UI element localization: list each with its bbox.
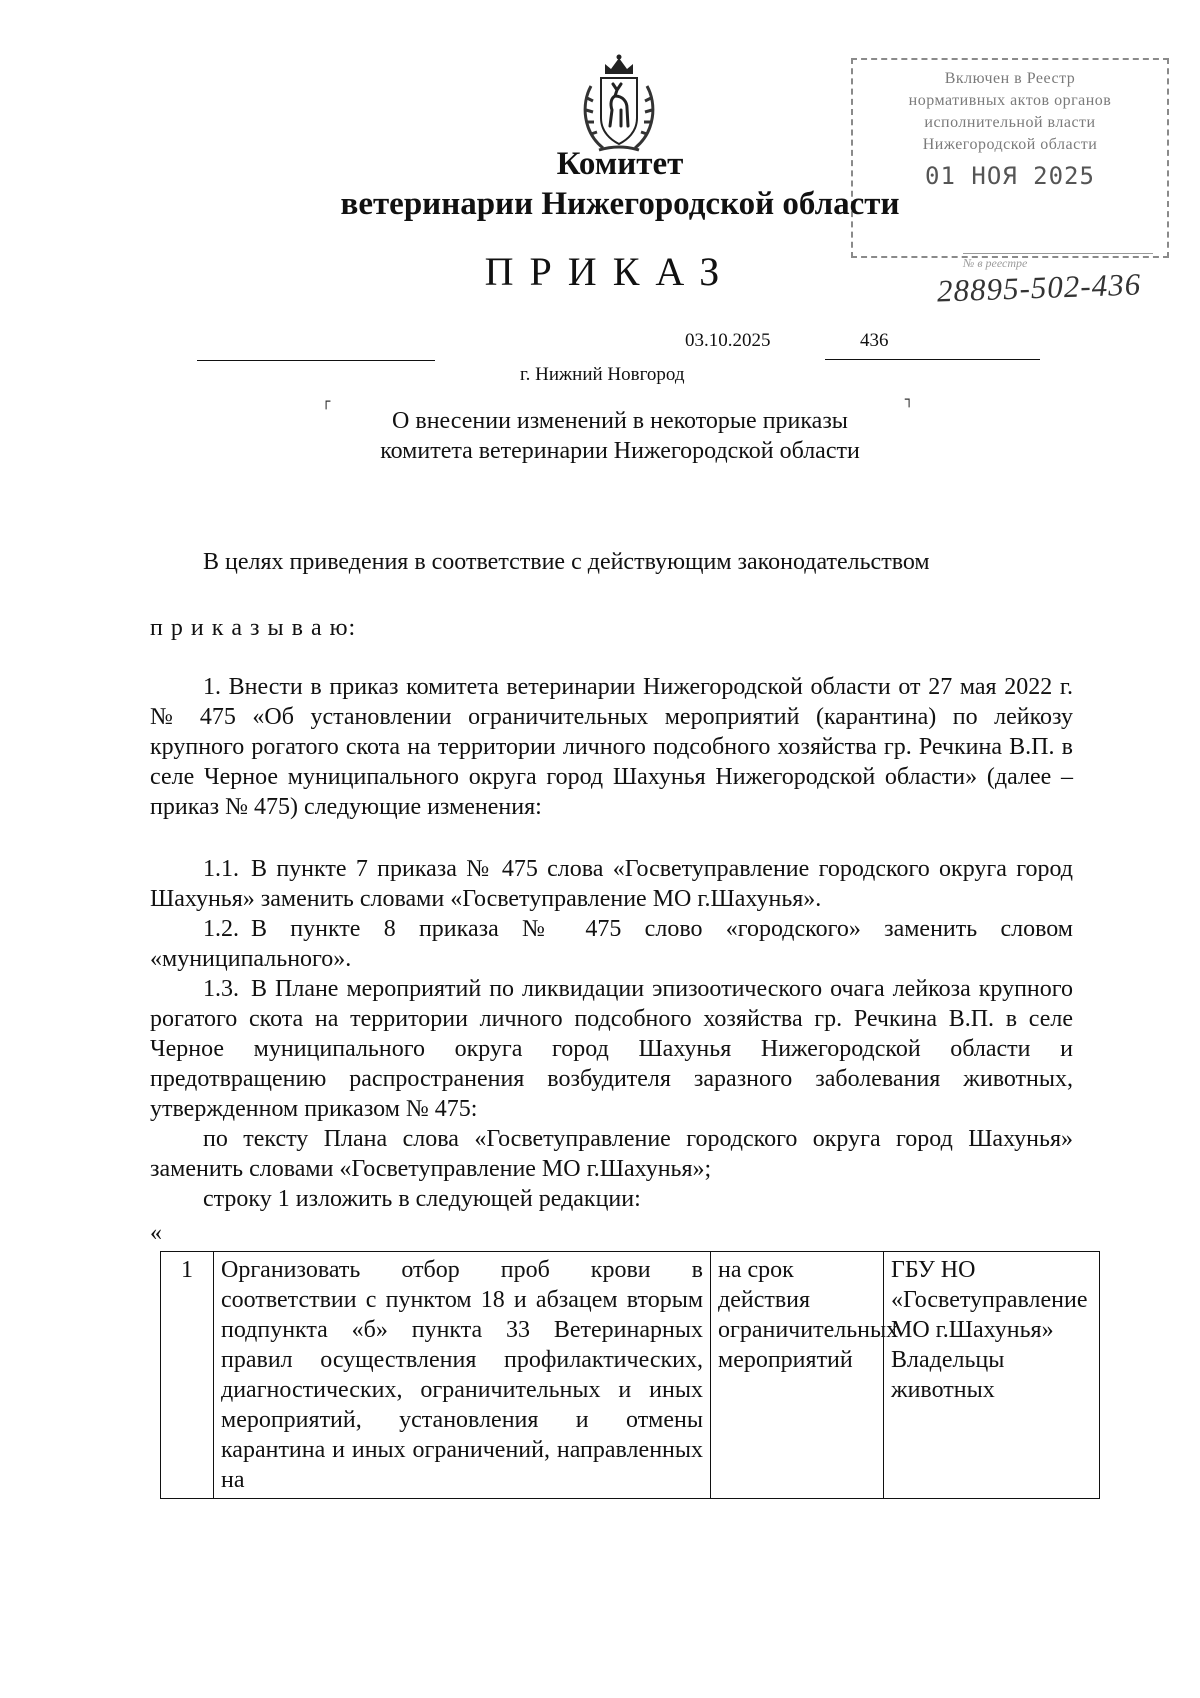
stamp-line: нормативных актов органов [908,92,1112,109]
stamp-registry-number: 28895-502-436 [936,266,1142,309]
paragraph-row-change: строку 1 изложить в следующей редакции: [203,1186,641,1212]
stamp-line: Нижегородской области [922,136,1098,153]
city-name: г. Нижний Новгород [520,364,685,385]
table-cell-term: на срок действия ограничительных мероприятий [711,1252,884,1499]
number-underline [825,359,1040,360]
order-number: 436 [860,330,889,351]
coat-of-arms-emblem [577,52,661,156]
subject-corner-right: ┐ [905,392,914,408]
subject-line: О внесении изменений в некоторые приказы [392,408,848,434]
paragraph-item-1-1: 1.1. В пункте 7 приказа № 475 слова «Госветуправление городского округа город Шахунья» заменить словами «Госветуправление МО г.Шахунья». [150,856,1073,912]
table-cell-number: 1 [161,1252,214,1499]
paragraph-item-1-2: 1.2. В пункте 8 приказа № 475 слово «городского» заменить словом «муниципального». [150,916,1073,972]
subject-line: комитета ветеринарии Нижегородской области [380,438,860,464]
stamp-line: Включен в Реестр [944,70,1076,87]
table-cell-executor: ГБУ НО «Госветуправление МО г.Шахунья» Владельцы животных [884,1252,1100,1499]
table-row [161,1252,1100,1499]
order-date: 03.10.2025 [685,330,771,351]
date-underline-left [197,360,435,361]
order-verb: п р и к а з ы в а ю: [150,615,357,641]
table-cell-action: Организовать отбор проб крови в соответствии с пунктом 18 и абзацем вторым подпункта «б» пункта 33 Ветеринарных правил осуществления профилактических, диагностических, ограничительных и иных мероприятий, установления и отмены карантина и иных ограничений, направленных на [214,1252,711,1499]
preamble: В целях приведения в соответствие с действующим законодательством [203,549,930,575]
paragraph-item-1: 1. Внести в приказ комитета ветеринарии Нижегородской области от 27 мая 2022 г. № 475 «Об установлении ограничительных мероприятий (карантина) по лейкозу крупного рогатого скота на территории личного подсобного хозяйства гр. Речкина В.П. в селе Черное муниципального округа город Шахунья Нижегородской области» (далее – приказ № 475) следующие изменения: [150,674,1073,820]
subject-corner-left: ┌ [322,394,331,410]
stamp-divider [963,253,1153,254]
paragraph-text-change: по тексту Плана слова «Госветуправление городского округа город Шахунья» заменить словами «Госветуправление МО г.Шахунья»; [150,1126,1073,1182]
stamp-registry-label: № в реестре [963,256,1028,270]
stamp-line: исполнительной власти [924,114,1096,131]
order-subject [300,406,940,466]
organization-name-line2: ветеринарии Нижегородской области [340,186,900,222]
organization-name-line1: Комитет [556,146,684,182]
stamp-date: 01 НОЯ 2025 [925,162,1095,190]
plan-table [160,1251,1100,1499]
opening-quote: « [150,1220,162,1246]
paragraph-item-1-3: 1.3. В Плане мероприятий по ликвидации эпизоотического очага лейкоза крупного рогатого скота на территории личного подсобного хозяйства гр. Речкина В.П. в селе Черное муниципального округа город Шахунья Нижегородской области и предотвращению распространения возбудителя заразного заболевания животных, утвержденном приказом № 475: [150,976,1073,1122]
document-type-title: ПРИКАЗ [484,249,736,294]
